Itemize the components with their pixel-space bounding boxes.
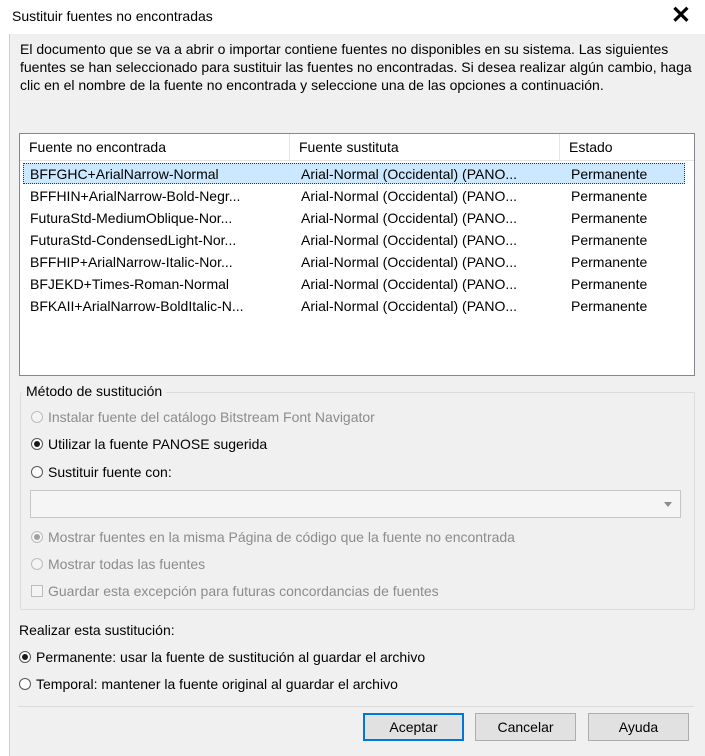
cell-substitute-font: Arial-Normal (Occidental) (PANO... [301, 276, 518, 292]
substitute-with-label: Sustituir fuente con: [48, 464, 172, 480]
use-panose-option[interactable] [31, 434, 267, 454]
substitute-with-option[interactable] [31, 462, 172, 482]
cell-missing-font: BFKAII+ArialNarrow-BoldItalic-N... [30, 298, 244, 314]
use-panose-label: Utilizar la fuente PANOSE sugerida [48, 436, 268, 452]
use-panose-radio[interactable] [31, 438, 43, 450]
cell-missing-font: FuturaStd-MediumOblique-Nor... [30, 210, 233, 226]
font-substitution-table[interactable] [19, 133, 695, 376]
temporary-option[interactable] [19, 674, 398, 694]
temporary-radio[interactable] [19, 678, 31, 690]
cell-substitute-font: Arial-Normal (Occidental) (PANO... [301, 254, 518, 270]
help-button[interactable]: Ayuda [588, 713, 689, 741]
all-fonts-option [31, 554, 205, 574]
all-fonts-radio [31, 558, 43, 570]
table-row[interactable] [20, 185, 694, 207]
permanent-radio[interactable] [19, 651, 31, 663]
cell-missing-font: BFFHIP+ArialNarrow-Italic-Nor... [30, 254, 233, 270]
cell-status: Permanente [571, 188, 648, 204]
apply-substitution-label: Realizar esta sustitución: [19, 622, 175, 638]
save-exception-option [31, 581, 439, 601]
cell-substitute-font: Arial-Normal (Occidental) (PANO... [301, 210, 518, 226]
footer-divider [18, 706, 694, 707]
column-header-substitute-font[interactable]: Fuente sustituta [290, 134, 560, 160]
same-codepage-radio [31, 531, 43, 543]
cancel-button[interactable]: Cancelar [475, 713, 576, 741]
table-row[interactable] [20, 273, 694, 295]
all-fonts-label: Mostrar todas las fuentes [48, 556, 206, 572]
cell-missing-font: BFJEKD+Times-Roman-Normal [30, 276, 230, 292]
cell-substitute-font: Arial-Normal (Occidental) (PANO... [301, 166, 518, 182]
cell-status: Permanente [571, 298, 648, 314]
dialog-body [9, 34, 705, 756]
title-bar [0, 0, 705, 34]
column-header-status[interactable]: Estado [569, 139, 613, 155]
temporary-label: Temporal: mantener la fuente original al guardar el archivo [36, 676, 398, 692]
cell-missing-font: BFFHIN+ArialNarrow-Bold-Negr... [30, 188, 241, 204]
save-exception-checkbox [31, 585, 43, 597]
cell-status: Permanente [571, 232, 648, 248]
same-codepage-option [31, 527, 515, 547]
close-icon[interactable]: ✕ [670, 2, 691, 29]
table-header [20, 134, 694, 161]
table-row[interactable] [20, 163, 694, 185]
table-row[interactable] [20, 229, 694, 251]
cell-substitute-font: Arial-Normal (Occidental) (PANO... [301, 188, 518, 204]
cell-status: Permanente [571, 254, 648, 270]
cell-status: Permanente [571, 210, 648, 226]
install-from-catalog-radio[interactable] [31, 411, 43, 423]
accept-button[interactable]: Aceptar [363, 713, 464, 741]
install-from-catalog-option[interactable] [31, 407, 375, 427]
cell-missing-font: BFFGHC+ArialNarrow-Normal [30, 166, 219, 182]
table-row[interactable] [20, 207, 694, 229]
save-exception-label: Guardar esta excepción para futuras concordancias de fuentes [48, 583, 439, 599]
cell-substitute-font: Arial-Normal (Occidental) (PANO... [301, 232, 518, 248]
substitute-font-select [30, 490, 681, 518]
permanent-label: Permanente: usar la fuente de sustitución al guardar el archivo [36, 649, 426, 665]
cell-status: Permanente [571, 166, 648, 182]
install-from-catalog-label: Instalar fuente del catálogo Bitstream Font Navigator [48, 409, 375, 425]
window-title: Sustituir fuentes no encontradas [12, 8, 213, 24]
description-text: El documento que se va a abrir o importar contiene fuentes no disponibles en su sistema. Las siguientes fuentes se han seleccionado para sustituir las fuentes no encontradas. Si desea realizar algún cambio, haga clic en el nombre de la fuente no encontrada y seleccione una de las opciones a continuación. [20, 41, 692, 93]
chevron-down-icon [664, 502, 672, 507]
substitution-method-legend: Método de sustitución [22, 383, 166, 399]
same-codepage-label: Mostrar fuentes en la misma Página de código que la fuente no encontrada [48, 529, 515, 545]
column-header-missing-font[interactable]: Fuente no encontrada [20, 134, 290, 160]
table-row[interactable] [20, 295, 694, 317]
permanent-option[interactable] [19, 647, 425, 667]
cell-missing-font: FuturaStd-CondensedLight-Nor... [30, 232, 237, 248]
cell-status: Permanente [571, 276, 648, 292]
cell-substitute-font: Arial-Normal (Occidental) (PANO... [301, 298, 518, 314]
table-row[interactable] [20, 251, 694, 273]
substitute-with-radio[interactable] [31, 466, 43, 478]
